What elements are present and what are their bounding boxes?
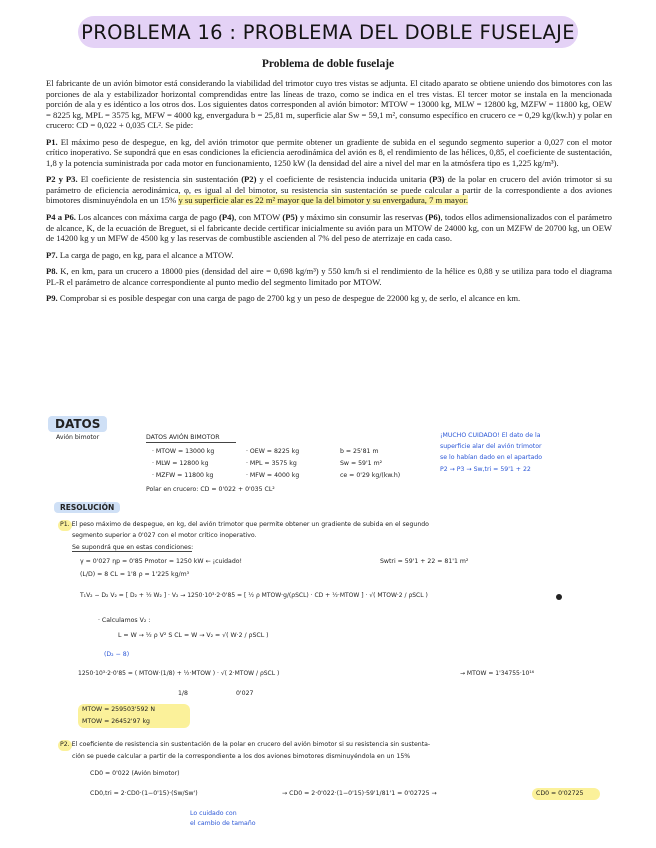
sw-value: Sw = 59'1 m²: [340, 460, 383, 467]
p46-text-e: y máximo sin consumir las reservas: [297, 212, 426, 223]
p46-text-g: , todos ellos adimensionalizados con el parámetro de alcance, K, de la ecuación de Breguet, si el fabricante decide certificar inicialmente su avión para un MTOW de 24000 kg, con un MZFW de 20700 kg, un OEW de 14200 kg y un MFW de 4500 kg y las reservas de combustible ascienden al 7% del peso de aterrizaje en cada caso.: [46, 212, 612, 244]
footnote-line-1: Lo cuidado con: [190, 810, 237, 817]
cd0-bimotor: CD0 = 0'022 (Avión bimotor): [90, 770, 180, 777]
equation-1: T₁V₂ − D₂ V₂ = [ D₂ + ½ W₂ ] · V₂ → 1250·10³·2·0'85 = [ ½ ρ MTOW·g/(ρSCL) · CD + ½·MTOW ] · √( MTOW·2 / ρSCL ): [80, 592, 428, 599]
result-mtow-kg: MTOW = 26452'97 kg: [82, 718, 150, 725]
conditions-line-1: γ = 0'027 ηp = 0'85 Pmotor = 1250 kW ← ¡cuidado!: [80, 558, 243, 565]
p23-paragraph: [46, 174, 612, 206]
p9-paragraph: [46, 293, 612, 304]
warning-line-3: se lo habían dado en el apartado: [440, 454, 543, 461]
p23-text-e: de la polar en crucero del avión trimotor si su parámetro de eficiencia aerodinámica, φ, es igual al del bimotor, su resistencia sin sustentación se puede calcular a partir de la correspondiente a dos aviones bimotores disminuyéndola en un 15%: [46, 174, 612, 206]
datos-avion-label: DATOS AVIÓN BIMOTOR: [146, 434, 220, 441]
banner-text: PROBLEMA 16 : PROBLEMA DEL DOBLE FUSELAJE: [81, 20, 575, 44]
mtow-value: · MTOW = 13000 kg: [152, 448, 215, 455]
p46-paragraph: [46, 212, 612, 244]
title-banner: [78, 16, 578, 48]
p8-text: K, en km, para un crucero a 18000 pies (densidad del aire = 0,698 kg/m³) y 550 km/h si el rendimiento de la hélice es 0,88 y se utiliza para todo el diagrama PL-R el parámetro de alcance correspondiente al punto medio del segmento limitado por MTOW.: [46, 266, 612, 287]
oew-value: · OEW = 8225 kg: [246, 448, 300, 455]
polar-value: Polar en crucero: CD = 0'022 + 0'035 CL²: [146, 486, 275, 493]
datos-heading: DATOS: [48, 416, 107, 432]
p7-text: La carga de pago, en kg, para el alcance a MTOW.: [57, 249, 234, 260]
cd0-result: CD0 = 0'02725: [536, 790, 584, 797]
bullet-dot: [556, 594, 562, 600]
p9-text: Comprobar si es posible despegar con una carga de pago de 2700 kg y un peso de despegue de 22000 kg y, de serlo, el alcance en km.: [57, 293, 521, 304]
p46-ref-p4: (P4): [218, 212, 235, 223]
note-gradient: 0'027: [236, 690, 254, 697]
intro-paragraph: El fabricante de un avión bimotor está considerando la viabilidad del trimotor cuyo tres vistas se adjunta. El citado aparato se obtiene uniendo dos bimotores con las porciones de ala y estabilizador horizontal comprendidas entre las líneas de trazo, como se indica en el tres vistas. El tercer motor se instala en la mencionada porción de ala y es idéntico a los otros dos. Los siguientes datos corresponden al avión bimotor: MTOW = 13000 kg, MLW = 12800 kg, MZFW = 11800 kg, OEW = 8225 kg, MPL = 3575 kg, MFW = 4000 kg, envergadura b = 25,81 m, superficie alar Sw = 59,1 m², consumo específico en crucero ce = 0,29 kg/(kw.h) y polar en crucero: CD = 0,022 + 0,035 CL². Se pide:: [46, 78, 612, 131]
p8-paragraph: [46, 266, 612, 287]
p1-text: El máximo peso de despegue, en kg, del avión trimotor que permite obtener un gradiente de subida en el segundo segmento superior a 0,027 con el motor crítico inoperativo. Se supondrá que en esas condiciones la eficiencia aerodinámica del avión es 8, el rendimiento de las hélices, 0,85, el coeficiente de sustentación, 1,8 y la potencia suministrada por cada motor en funcionamiento, 1250 kW (la densidad del aire a nivel del mar en la atmósfera tipo es 1,225 kg/m³).: [46, 136, 612, 168]
equation-4: CD0,tri = 2·CD0·(1−0'15)·(Sw/Sw'): [90, 790, 198, 797]
p23-highlight: y su superficie alar es 22 m² mayor que la del bimotor y su envergadura, 7 m mayor.: [178, 195, 468, 206]
warning-line-2: superficie alar del avión trimotor: [440, 443, 542, 450]
p23-text-a: El coeficiente de resistencia sin sustentación: [77, 174, 242, 185]
resolucion-heading: RESOLUCIÓN: [54, 502, 120, 513]
circled-note: (D₂ − 8): [104, 651, 130, 658]
footnote-line-2: el cambio de tamaño: [190, 820, 256, 827]
p2-note-line-2: ción se puede calcular a partir de la correspondiente a los dos aviones bimotores disminuyéndola en un 15%: [72, 753, 411, 760]
p46-text-a: Los alcances con máxima carga de pago: [75, 212, 219, 223]
result-mtow-newton: MTOW = 259503'592 N: [82, 706, 155, 713]
p46-text-c: , con MTOW: [234, 212, 283, 223]
equation-3-result: → MTOW = 1'34755·10¹⁶: [460, 670, 535, 677]
p2-note-line-1: P2. El coeficiente de resistencia sin sustentación de la polar en crucero del avión bimotor si su resistencia sin sustenta-: [60, 741, 431, 748]
p7-label: P7.: [46, 249, 58, 260]
p23-text-c: y el coeficiente de resistencia inducida unitaria: [256, 174, 430, 185]
p23-ref-p3: (P3): [429, 174, 445, 185]
b-value: b = 25'81 m: [340, 448, 379, 455]
calculate-v2: · Calculamos V₂ :: [98, 617, 151, 624]
warning-line-1: ¡MUCHO CUIDADO! El dato de la: [440, 432, 541, 439]
p9-label: P9.: [46, 293, 58, 304]
avion-bimotor-label: Avión bimotor: [56, 434, 100, 441]
p23-ref-p2: (P2): [241, 174, 257, 185]
mlw-value: · MLW = 12800 kg: [152, 460, 209, 467]
mfw-value: · MFW = 4000 kg: [246, 472, 300, 479]
underline: [146, 442, 236, 443]
mpl-value: · MPL = 3575 kg: [246, 460, 297, 467]
problem-statement: [46, 78, 612, 310]
p1-paragraph: [46, 137, 612, 169]
equation-4-calc: → CD0 = 2·0'022·(1−0'15)·59'1/81'1 = 0'02725 →: [282, 790, 437, 797]
equation-2: L = W → ½ ρ V² S CL = W → V₂ = √( W·2 / ρSCL ): [118, 632, 269, 639]
document-title: Problema de doble fuselaje: [261, 58, 395, 70]
p1-label: P1.: [46, 136, 58, 147]
conditions-sw: Swtri = 59'1 + 22 = 81'1 m²: [380, 558, 469, 565]
p23-label: P2 y P3.: [46, 174, 78, 185]
p46-ref-p5: (P5): [282, 212, 298, 223]
ce-value: ce = 0'29 kg/(kw.h): [340, 472, 401, 479]
p46-label: P4 a P6.: [46, 212, 76, 223]
warning-line-4: P2 → P3 → Sw,tri = 59'1 + 22: [440, 466, 531, 473]
equation-3: 1250·10³·2·0'85 = ( MTOW·(1/8) + ½·MTOW ) · √( 2·MTOW / ρSCL ): [78, 670, 280, 677]
p7-paragraph: [46, 250, 612, 261]
note-one-eighth: 1/8: [178, 690, 188, 697]
p1-note-line-2: segmento superior a 0'027 con el motor crítico inoperativo.: [72, 532, 257, 539]
conditions-line-2: (L/D) = 8 CL = 1'8 ρ = 1'225 kg/m³: [80, 571, 190, 578]
p8-label: P8.: [46, 266, 58, 277]
underline: [72, 551, 192, 552]
p46-ref-p6: (P6): [425, 212, 441, 223]
mzfw-value: · MZFW = 11800 kg: [152, 472, 214, 479]
p1-note-line-1: P1. El peso máximo de despegue, en kg, del avión trimotor que permite obtener un gradiente de subida en el segundo: [60, 521, 429, 528]
p1-note-line-3: Se supondrá que en estas condiciones:: [72, 544, 194, 551]
